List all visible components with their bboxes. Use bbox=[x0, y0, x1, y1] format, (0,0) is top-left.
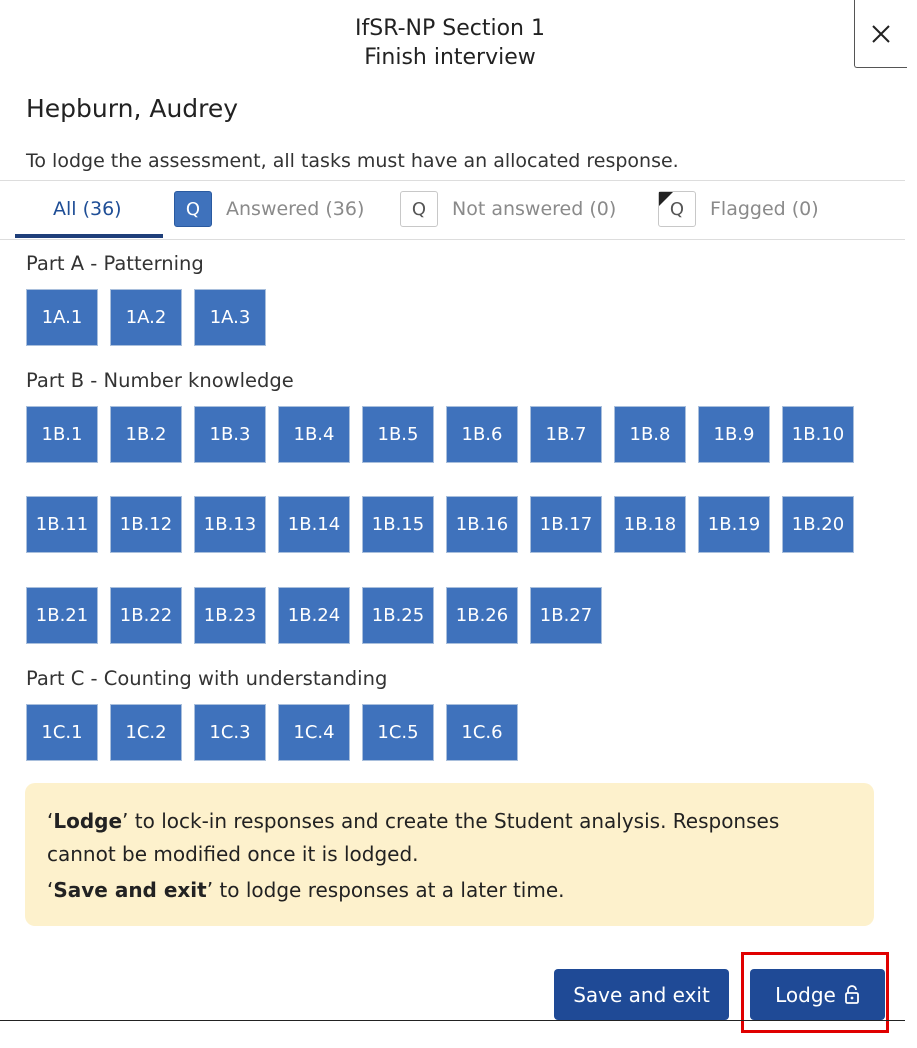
task-button[interactable]: 1B.5 bbox=[362, 406, 434, 463]
task-button[interactable]: 1A.3 bbox=[194, 289, 266, 346]
flag-corner-icon bbox=[659, 192, 673, 206]
lodge-bold: Lodge bbox=[53, 809, 123, 833]
task-button[interactable]: 1C.5 bbox=[362, 704, 434, 761]
task-button[interactable]: 1C.4 bbox=[278, 704, 350, 761]
dialog-title bbox=[0, 14, 900, 72]
part-a-title: Part A - Patterning bbox=[26, 252, 204, 275]
part-c-title: Part C - Counting with understanding bbox=[26, 667, 388, 690]
task-button[interactable]: 1B.15 bbox=[362, 496, 434, 553]
active-tab-indicator bbox=[15, 234, 163, 238]
lodge-button[interactable] bbox=[750, 969, 885, 1020]
tab-answered-label: Answered (36) bbox=[226, 198, 365, 220]
part-b-title: Part B - Number knowledge bbox=[26, 369, 294, 392]
task-button[interactable]: 1B.16 bbox=[446, 496, 518, 553]
task-button[interactable]: 1B.17 bbox=[530, 496, 602, 553]
task-button[interactable]: 1B.13 bbox=[194, 496, 266, 553]
lodge-info-text: ’ to lock-in responses and create the Student analysis. Responses cannot be modified once it is lodged. bbox=[47, 809, 780, 866]
task-button[interactable]: 1B.8 bbox=[614, 406, 686, 463]
task-button[interactable]: 1B.9 bbox=[698, 406, 770, 463]
save-and-exit-button[interactable] bbox=[554, 969, 729, 1020]
open-quote: ‘ bbox=[47, 809, 54, 833]
task-button[interactable]: 1B.20 bbox=[782, 496, 854, 553]
task-button[interactable]: 1B.14 bbox=[278, 496, 350, 553]
tab-not-answered[interactable] bbox=[400, 181, 616, 237]
flagged-q-icon bbox=[658, 191, 696, 227]
student-name: Hepburn, Audrey bbox=[26, 94, 239, 123]
answered-q-icon: Q bbox=[174, 191, 212, 227]
task-button[interactable]: 1C.2 bbox=[110, 704, 182, 761]
open-quote: ‘ bbox=[47, 878, 54, 902]
close-icon bbox=[871, 24, 891, 44]
tab-all[interactable] bbox=[53, 181, 122, 237]
task-button[interactable]: 1B.2 bbox=[110, 406, 182, 463]
task-button[interactable]: 1B.21 bbox=[26, 587, 98, 644]
lodge-label: Lodge bbox=[775, 982, 836, 1007]
lock-icon bbox=[844, 985, 860, 1005]
task-button[interactable]: 1B.26 bbox=[446, 587, 518, 644]
task-button[interactable]: 1C.6 bbox=[446, 704, 518, 761]
task-button[interactable]: 1C.1 bbox=[26, 704, 98, 761]
part-b-tasks-row1 bbox=[26, 406, 866, 463]
task-button[interactable]: 1B.10 bbox=[782, 406, 854, 463]
dialog-title-line1: IfSR-NP Section 1 bbox=[355, 16, 545, 41]
task-button[interactable]: 1B.12 bbox=[110, 496, 182, 553]
task-button[interactable]: 1A.1 bbox=[26, 289, 98, 346]
task-button[interactable]: 1A.2 bbox=[110, 289, 182, 346]
save-bold: Save and exit bbox=[53, 878, 207, 902]
close-button[interactable] bbox=[854, 0, 907, 68]
task-button[interactable]: 1B.1 bbox=[26, 406, 98, 463]
footer-divider bbox=[0, 1020, 905, 1021]
not-answered-q-icon: Q bbox=[400, 191, 438, 227]
task-button[interactable]: 1B.23 bbox=[194, 587, 266, 644]
part-b-tasks-row2 bbox=[26, 496, 866, 553]
flagged-q-letter: Q bbox=[669, 198, 685, 220]
task-button[interactable]: 1B.3 bbox=[194, 406, 266, 463]
save-info-line bbox=[47, 874, 852, 907]
task-button[interactable]: 1B.4 bbox=[278, 406, 350, 463]
instruction-text: To lodge the assessment, all tasks must have an allocated response. bbox=[26, 150, 679, 172]
task-button[interactable]: 1B.27 bbox=[530, 587, 602, 644]
save-info-text: ’ to lodge responses at a later time. bbox=[206, 878, 565, 902]
task-button[interactable]: 1B.19 bbox=[698, 496, 770, 553]
tab-flagged[interactable] bbox=[658, 181, 819, 237]
task-button[interactable]: 1B.7 bbox=[530, 406, 602, 463]
task-button[interactable]: 1B.24 bbox=[278, 587, 350, 644]
tab-all-label: All (36) bbox=[53, 198, 122, 220]
lodge-info-box bbox=[25, 783, 874, 926]
task-button[interactable]: 1B.25 bbox=[362, 587, 434, 644]
save-and-exit-label: Save and exit bbox=[573, 982, 710, 1007]
part-c-tasks bbox=[26, 704, 530, 761]
task-button[interactable]: 1C.3 bbox=[194, 704, 266, 761]
dialog-title-line2: Finish interview bbox=[364, 45, 536, 70]
part-b-tasks-row3 bbox=[26, 587, 614, 644]
lodge-info-line bbox=[47, 805, 852, 871]
part-a-tasks bbox=[26, 289, 278, 346]
task-button[interactable]: 1B.22 bbox=[110, 587, 182, 644]
tab-not-answered-label: Not answered (0) bbox=[452, 198, 617, 220]
task-button[interactable]: 1B.11 bbox=[26, 496, 98, 553]
tab-flagged-label: Flagged (0) bbox=[710, 198, 819, 220]
filter-tabs bbox=[0, 180, 905, 240]
tab-answered[interactable] bbox=[174, 181, 364, 237]
task-button[interactable]: 1B.6 bbox=[446, 406, 518, 463]
task-button[interactable]: 1B.18 bbox=[614, 496, 686, 553]
